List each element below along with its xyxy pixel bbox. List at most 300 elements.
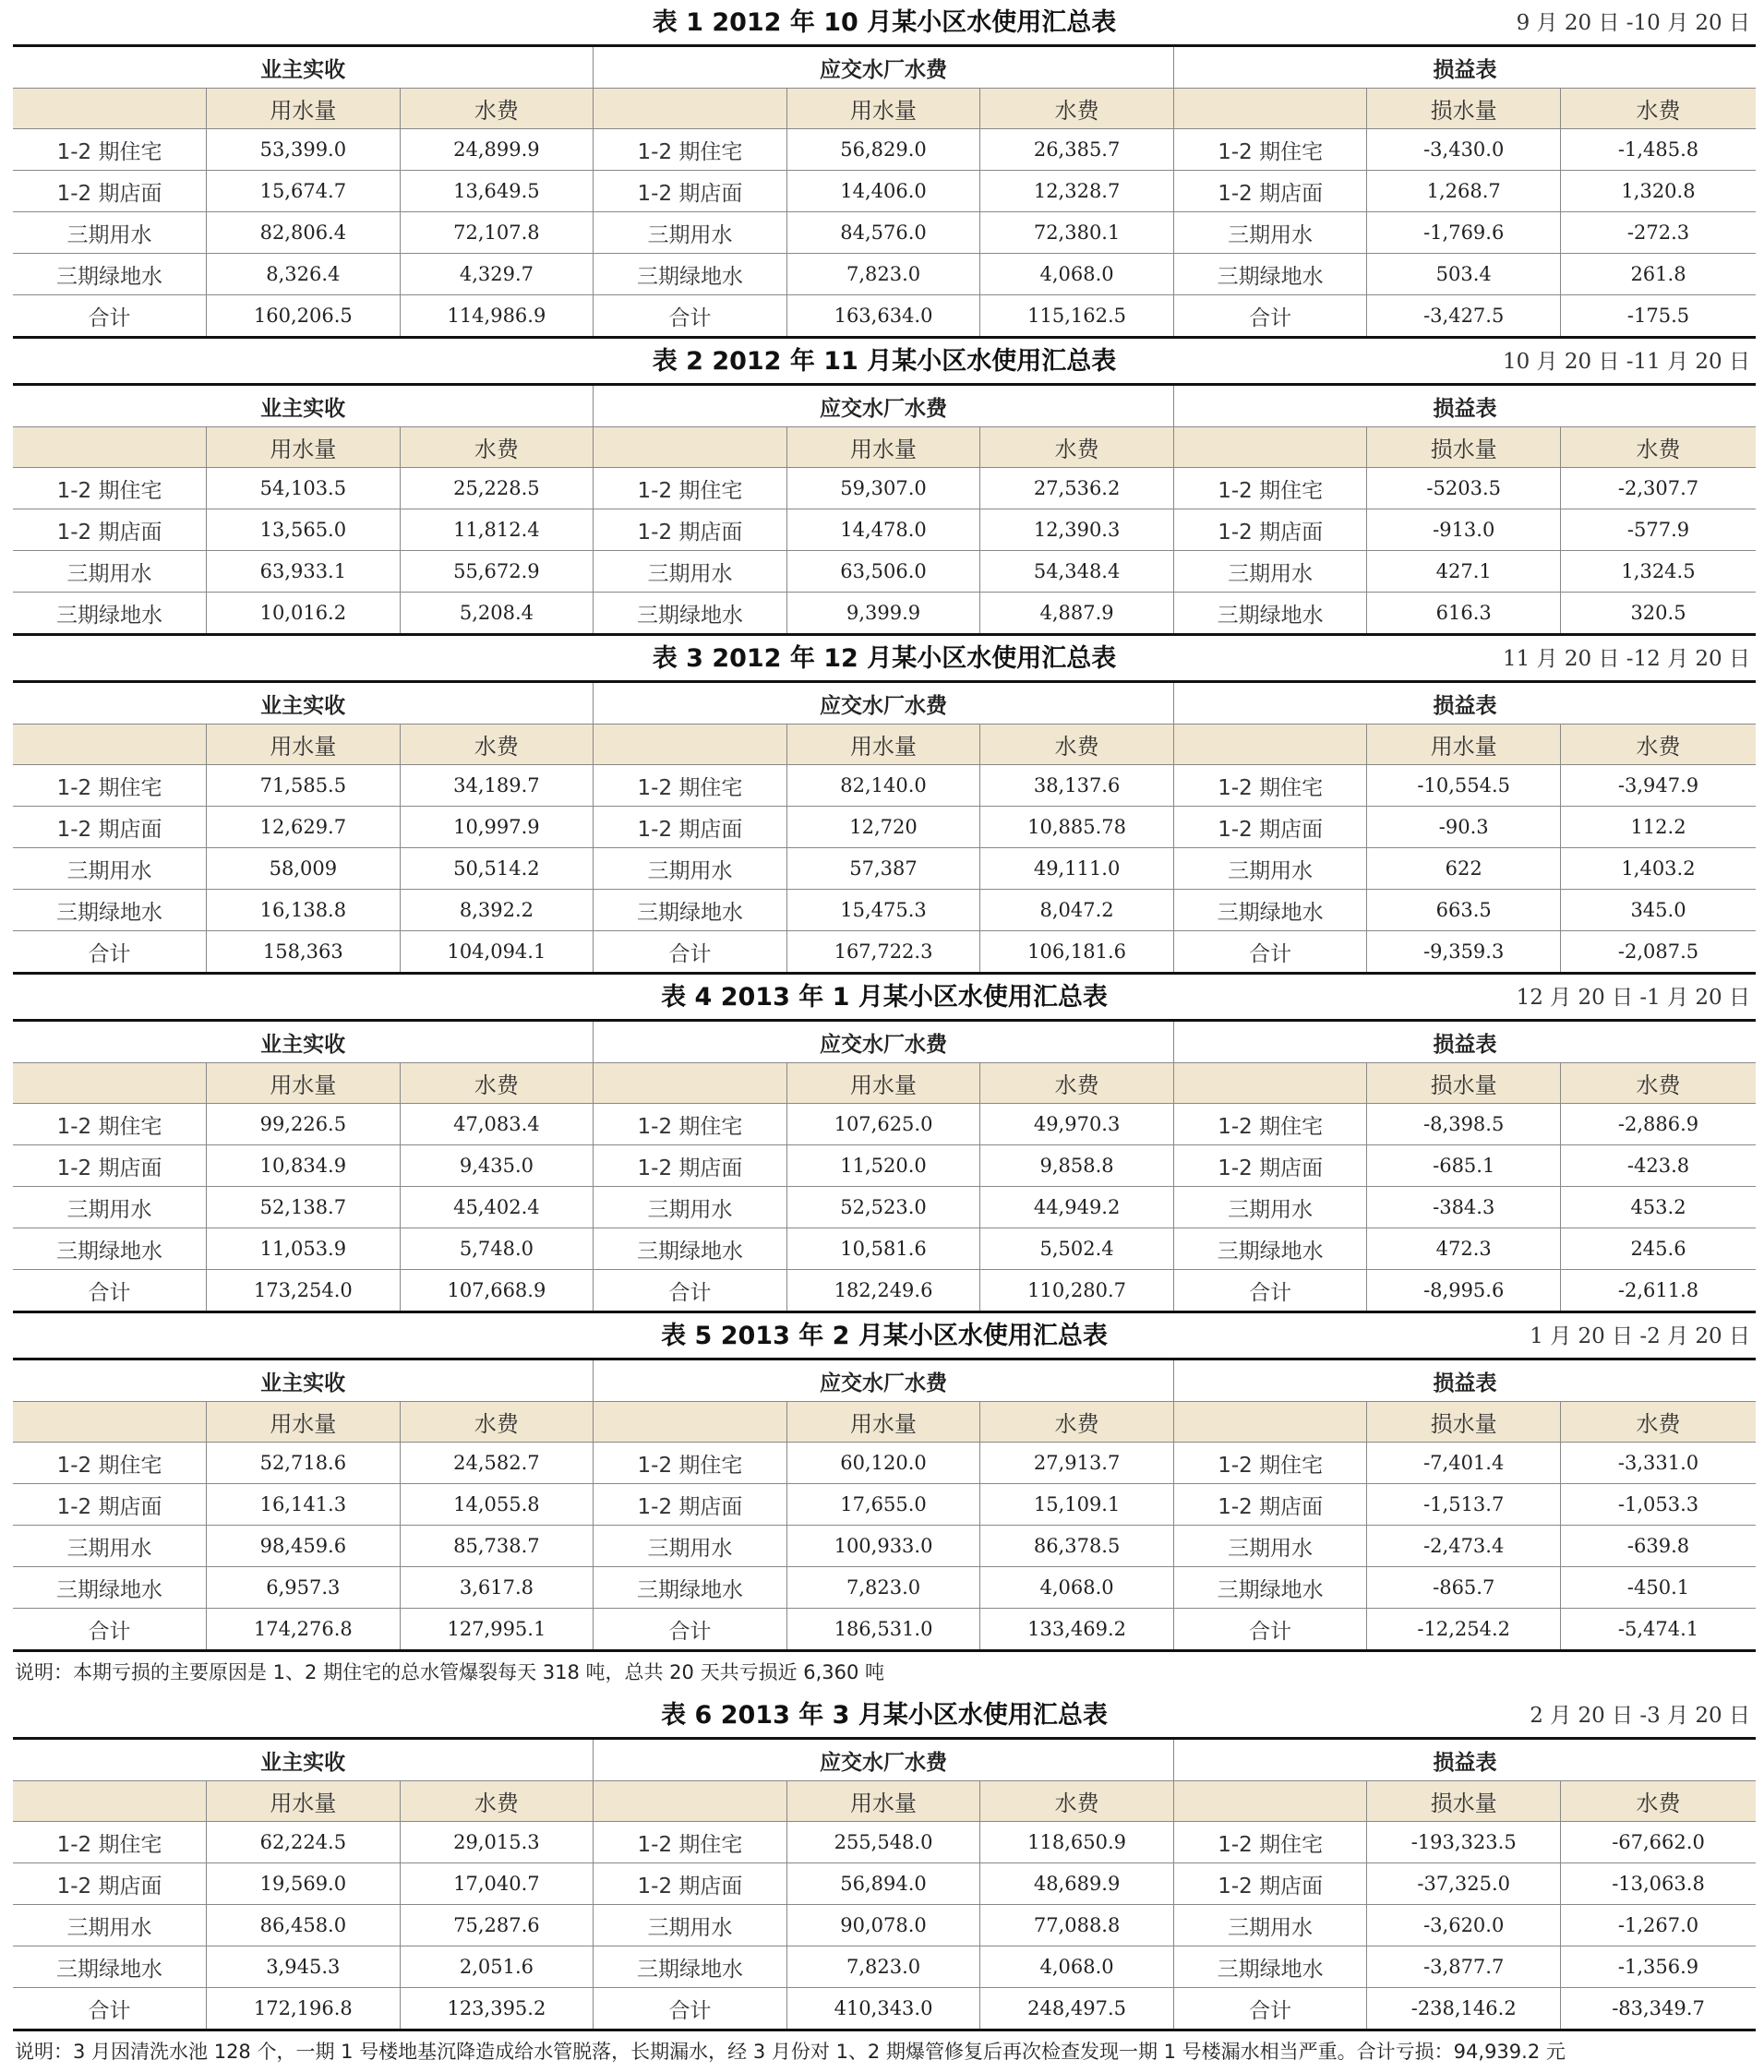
- table-row: [13, 295, 1756, 338]
- value-cell: 320.5: [1561, 593, 1757, 635]
- value-cell: -193,323.5: [1367, 1822, 1561, 1863]
- column-header-blank: [13, 1781, 207, 1822]
- value-cell: 261.8: [1561, 254, 1757, 295]
- value-cell: 1,320.8: [1561, 171, 1757, 212]
- value-cell: 86,458.0: [207, 1905, 401, 1946]
- value-cell: 104,094.1: [400, 931, 594, 974]
- table-row: [13, 848, 1756, 890]
- column-header-blank: [1173, 89, 1367, 129]
- column-header: 水费: [980, 1063, 1174, 1104]
- value-cell: 4,887.9: [980, 593, 1174, 635]
- row-label-cell: 1-2 期住宅: [594, 129, 787, 171]
- table-row: [13, 171, 1756, 212]
- value-cell: 98,459.6: [207, 1526, 401, 1567]
- value-cell: 112.2: [1561, 807, 1757, 848]
- value-cell: 75,287.6: [400, 1905, 594, 1946]
- value-cell: 186,531.0: [786, 1609, 980, 1651]
- row-label-cell: 1-2 期店面: [594, 1145, 787, 1187]
- value-cell: -450.1: [1561, 1567, 1757, 1609]
- column-header: 水费: [400, 725, 594, 765]
- table-row: [13, 129, 1756, 171]
- group-header-row: [13, 682, 1756, 725]
- value-cell: 29,015.3: [400, 1822, 594, 1863]
- row-label-cell: 合计: [594, 295, 787, 338]
- row-label-cell: 1-2 期店面: [13, 1863, 207, 1905]
- table-title: 表 3 2012 年 12 月某小区水使用汇总表: [652, 644, 1117, 673]
- value-cell: 127,995.1: [400, 1609, 594, 1651]
- value-cell: 15,475.3: [786, 890, 980, 931]
- value-cell: 63,506.0: [786, 551, 980, 593]
- group-header: 业主实收: [13, 46, 594, 89]
- value-cell: 62,224.5: [207, 1822, 401, 1863]
- row-label-cell: 三期用水: [1173, 1526, 1367, 1567]
- row-label-cell: 1-2 期店面: [1173, 171, 1367, 212]
- table-period: 10 月 20 日 -11 月 20 日: [1502, 350, 1750, 374]
- row-label-cell: 1-2 期住宅: [594, 468, 787, 509]
- row-label-cell: 1-2 期住宅: [13, 129, 207, 171]
- value-cell: 4,329.7: [400, 254, 594, 295]
- column-header-blank: [1173, 1063, 1367, 1104]
- value-cell: 77,088.8: [980, 1905, 1174, 1946]
- row-label-cell: 合计: [594, 1988, 787, 2030]
- value-cell: -3,620.0: [1367, 1905, 1561, 1946]
- row-label-cell: 三期用水: [594, 848, 787, 890]
- value-cell: 82,806.4: [207, 212, 401, 254]
- row-label-cell: 1-2 期店面: [594, 509, 787, 551]
- column-header-blank: [13, 1063, 207, 1104]
- column-header-row: [13, 1402, 1756, 1443]
- value-cell: 123,395.2: [400, 1988, 594, 2030]
- group-header: 应交水厂水费: [594, 1359, 1174, 1402]
- column-header-blank: [1173, 1402, 1367, 1443]
- column-header: 用水量: [207, 1063, 401, 1104]
- value-cell: 54,103.5: [207, 468, 401, 509]
- value-cell: 9,399.9: [786, 593, 980, 635]
- table-row: [13, 551, 1756, 593]
- value-cell: -1,513.7: [1367, 1484, 1561, 1526]
- column-header: 水费: [1561, 725, 1757, 765]
- row-label-cell: 三期用水: [1173, 551, 1367, 593]
- water-usage-table: [13, 1737, 1756, 2031]
- row-label-cell: 1-2 期店面: [13, 171, 207, 212]
- value-cell: 173,254.0: [207, 1270, 401, 1312]
- column-header: 损水量: [1367, 89, 1561, 129]
- table-row: [13, 1863, 1756, 1905]
- value-cell: -1,769.6: [1367, 212, 1561, 254]
- column-header: 用水量: [207, 427, 401, 468]
- table-period: 2 月 20 日 -3 月 20 日: [1530, 1704, 1750, 1728]
- group-header: 业主实收: [13, 1021, 594, 1063]
- value-cell: -913.0: [1367, 509, 1561, 551]
- table-caption: [13, 1693, 1756, 1737]
- column-header: 水费: [400, 1781, 594, 1822]
- summary-table-block: [13, 975, 1756, 1313]
- value-cell: 19,569.0: [207, 1863, 401, 1905]
- column-header-row: [13, 1063, 1756, 1104]
- column-header: 用水量: [786, 1781, 980, 1822]
- row-label-cell: 三期绿地水: [594, 1946, 787, 1988]
- group-header-row: [13, 46, 1756, 89]
- row-label-cell: 1-2 期店面: [1173, 807, 1367, 848]
- value-cell: -2,886.9: [1561, 1104, 1757, 1145]
- row-label-cell: 1-2 期店面: [594, 1484, 787, 1526]
- value-cell: -90.3: [1367, 807, 1561, 848]
- column-header: 损水量: [1367, 1063, 1561, 1104]
- table-row: [13, 1609, 1756, 1651]
- table-row: [13, 931, 1756, 974]
- water-usage-table: [13, 680, 1756, 975]
- row-label-cell: 三期用水: [1173, 1187, 1367, 1228]
- row-label-cell: 三期用水: [594, 212, 787, 254]
- column-header-row: [13, 725, 1756, 765]
- value-cell: 27,913.7: [980, 1443, 1174, 1484]
- row-label-cell: 1-2 期店面: [13, 807, 207, 848]
- value-cell: 15,109.1: [980, 1484, 1174, 1526]
- table-row: [13, 509, 1756, 551]
- value-cell: 17,040.7: [400, 1863, 594, 1905]
- value-cell: 27,536.2: [980, 468, 1174, 509]
- water-usage-table: [13, 44, 1756, 339]
- value-cell: 52,523.0: [786, 1187, 980, 1228]
- column-header: 水费: [980, 427, 1174, 468]
- value-cell: 11,053.9: [207, 1228, 401, 1270]
- value-cell: 8,392.2: [400, 890, 594, 931]
- table-period: 11 月 20 日 -12 月 20 日: [1502, 647, 1750, 671]
- value-cell: -13,063.8: [1561, 1863, 1757, 1905]
- value-cell: -12,254.2: [1367, 1609, 1561, 1651]
- value-cell: 248,497.5: [980, 1988, 1174, 2030]
- row-label-cell: 三期用水: [1173, 212, 1367, 254]
- value-cell: 58,009: [207, 848, 401, 890]
- column-header: 水费: [1561, 89, 1757, 129]
- table-row: [13, 807, 1756, 848]
- column-header: 用水量: [786, 89, 980, 129]
- column-header: 用水量: [1367, 725, 1561, 765]
- row-label-cell: 三期用水: [1173, 848, 1367, 890]
- table-title: 表 6 2013 年 3 月某小区水使用汇总表: [661, 1701, 1108, 1730]
- column-header-blank: [1173, 427, 1367, 468]
- value-cell: 8,326.4: [207, 254, 401, 295]
- table-row: [13, 1526, 1756, 1567]
- value-cell: -865.7: [1367, 1567, 1561, 1609]
- value-cell: 2,051.6: [400, 1946, 594, 1988]
- value-cell: -3,430.0: [1367, 129, 1561, 171]
- value-cell: 107,668.9: [400, 1270, 594, 1312]
- row-label-cell: 三期绿地水: [594, 890, 787, 931]
- table-row: [13, 1228, 1756, 1270]
- value-cell: 11,520.0: [786, 1145, 980, 1187]
- column-header-row: [13, 1781, 1756, 1822]
- value-cell: 13,649.5: [400, 171, 594, 212]
- column-header: 水费: [1561, 1063, 1757, 1104]
- value-cell: 45,402.4: [400, 1187, 594, 1228]
- value-cell: 9,435.0: [400, 1145, 594, 1187]
- column-header: 用水量: [207, 1781, 401, 1822]
- column-header: 水费: [980, 1781, 1174, 1822]
- value-cell: 72,107.8: [400, 212, 594, 254]
- row-label-cell: 1-2 期店面: [1173, 1863, 1367, 1905]
- value-cell: 160,206.5: [207, 295, 401, 338]
- summary-table-block: [13, 636, 1756, 975]
- table-title: 表 5 2013 年 2 月某小区水使用汇总表: [661, 1322, 1108, 1350]
- value-cell: -1,267.0: [1561, 1905, 1757, 1946]
- column-header: 水费: [980, 89, 1174, 129]
- row-label-cell: 1-2 期店面: [594, 1863, 787, 1905]
- row-label-cell: 1-2 期住宅: [1173, 1104, 1367, 1145]
- row-label-cell: 三期绿地水: [594, 1228, 787, 1270]
- value-cell: 3,945.3: [207, 1946, 401, 1988]
- row-label-cell: 合计: [594, 931, 787, 974]
- value-cell: 24,582.7: [400, 1443, 594, 1484]
- value-cell: 14,478.0: [786, 509, 980, 551]
- value-cell: 503.4: [1367, 254, 1561, 295]
- table-row: [13, 1567, 1756, 1609]
- value-cell: 13,565.0: [207, 509, 401, 551]
- column-header: 用水量: [786, 1402, 980, 1443]
- row-label-cell: 合计: [88, 305, 131, 330]
- value-cell: 72,380.1: [980, 212, 1174, 254]
- value-cell: 100,933.0: [786, 1526, 980, 1567]
- row-label-cell: 三期用水: [13, 1526, 207, 1567]
- column-header: 水费: [400, 1063, 594, 1104]
- value-cell: 53,399.0: [207, 129, 401, 171]
- column-header: 用水量: [207, 1402, 401, 1443]
- column-header: 水费: [400, 1402, 594, 1443]
- value-cell: -3,947.9: [1561, 765, 1757, 807]
- row-label-cell: 三期绿地水: [13, 1567, 207, 1609]
- value-cell: 26,385.7: [980, 129, 1174, 171]
- value-cell: -577.9: [1561, 509, 1757, 551]
- group-header: 业主实收: [13, 385, 594, 427]
- value-cell: 622: [1367, 848, 1561, 890]
- value-cell: 50,514.2: [400, 848, 594, 890]
- value-cell: 10,581.6: [786, 1228, 980, 1270]
- value-cell: -8,398.5: [1367, 1104, 1561, 1145]
- table-row: [13, 1484, 1756, 1526]
- row-label-cell: 1-2 期店面: [13, 509, 207, 551]
- column-header: 用水量: [786, 427, 980, 468]
- value-cell: 56,894.0: [786, 1863, 980, 1905]
- row-label-cell: 1-2 期住宅: [1173, 1822, 1367, 1863]
- value-cell: -2,611.8: [1561, 1270, 1757, 1312]
- row-label-cell: 1-2 期住宅: [13, 1822, 207, 1863]
- group-header: 损益表: [1173, 682, 1756, 725]
- group-header-row: [13, 1739, 1756, 1781]
- value-cell: 63,933.1: [207, 551, 401, 593]
- value-cell: -67,662.0: [1561, 1822, 1757, 1863]
- row-label-cell: 1-2 期住宅: [13, 468, 207, 509]
- value-cell: 15,674.7: [207, 171, 401, 212]
- value-cell: 90,078.0: [786, 1905, 980, 1946]
- column-header: 用水量: [207, 725, 401, 765]
- value-cell: 14,055.8: [400, 1484, 594, 1526]
- column-header: 用水量: [207, 89, 401, 129]
- row-label-cell: 合计: [594, 1609, 787, 1651]
- value-cell: 82,140.0: [786, 765, 980, 807]
- group-header: 应交水厂水费: [594, 1021, 1174, 1063]
- value-cell: -10,554.5: [1367, 765, 1561, 807]
- value-cell: -9,359.3: [1367, 931, 1561, 974]
- row-label-cell: 合计: [594, 1270, 787, 1312]
- summary-table-block: [13, 0, 1756, 339]
- value-cell: -423.8: [1561, 1145, 1757, 1187]
- value-cell: 10,016.2: [207, 593, 401, 635]
- row-label-cell: 1-2 期住宅: [13, 1104, 207, 1145]
- value-cell: -37,325.0: [1367, 1863, 1561, 1905]
- table-caption: [13, 975, 1756, 1019]
- value-cell: 1,268.7: [1367, 171, 1561, 212]
- row-label-cell: 三期用水: [13, 1187, 207, 1228]
- value-cell: 44,949.2: [980, 1187, 1174, 1228]
- group-header: 损益表: [1173, 385, 1756, 427]
- value-cell: -1,485.8: [1561, 129, 1757, 171]
- row-label-cell: 三期绿地水: [594, 254, 787, 295]
- value-cell: -384.3: [1367, 1187, 1561, 1228]
- row-label-cell: 合计: [88, 941, 131, 966]
- table-row: [13, 1822, 1756, 1863]
- row-label-cell: 1-2 期住宅: [1173, 468, 1367, 509]
- value-cell: 12,629.7: [207, 807, 401, 848]
- value-cell: 9,858.8: [980, 1145, 1174, 1187]
- column-header-blank: [594, 725, 787, 765]
- value-cell: 5,502.4: [980, 1228, 1174, 1270]
- value-cell: 59,307.0: [786, 468, 980, 509]
- water-usage-table: [13, 383, 1756, 636]
- row-label-cell: 1-2 期店面: [13, 1484, 207, 1526]
- row-label-cell: 三期绿地水: [1173, 1228, 1367, 1270]
- table-caption: [13, 0, 1756, 44]
- value-cell: 163,634.0: [786, 295, 980, 338]
- value-cell: 52,138.7: [207, 1187, 401, 1228]
- column-header: 损水量: [1367, 1781, 1561, 1822]
- column-header-blank: [13, 427, 207, 468]
- value-cell: 255,548.0: [786, 1822, 980, 1863]
- value-cell: -3,427.5: [1367, 295, 1561, 338]
- value-cell: 84,576.0: [786, 212, 980, 254]
- table-row: [13, 1988, 1756, 2030]
- table-row: [13, 212, 1756, 254]
- table-note: 说明：本期亏损的主要原因是 1、2 期住宅的总水管爆裂每天 318 吨，总共 20 天共亏损近 6,360 吨: [15, 1661, 885, 1683]
- row-label-cell: 三期用水: [13, 1905, 207, 1946]
- row-label-cell: 三期绿地水: [1173, 1946, 1367, 1988]
- value-cell: 345.0: [1561, 890, 1757, 931]
- row-label-cell: 1-2 期店面: [13, 1145, 207, 1187]
- value-cell: 11,812.4: [400, 509, 594, 551]
- table-caption: [13, 1313, 1756, 1358]
- value-cell: 110,280.7: [980, 1270, 1174, 1312]
- table-row: [13, 468, 1756, 509]
- value-cell: 14,406.0: [786, 171, 980, 212]
- group-header: 损益表: [1173, 1021, 1756, 1063]
- row-label-cell: 合计: [1173, 1270, 1367, 1312]
- summary-table-block: [13, 1693, 1756, 2072]
- value-cell: 115,162.5: [980, 295, 1174, 338]
- row-label-cell: 合计: [1173, 931, 1367, 974]
- row-label-cell: 1-2 期店面: [1173, 509, 1367, 551]
- value-cell: 16,141.3: [207, 1484, 401, 1526]
- column-header: 水费: [980, 725, 1174, 765]
- row-label-cell: 三期用水: [13, 848, 207, 890]
- column-header: 损水量: [1367, 427, 1561, 468]
- column-header-blank: [1173, 725, 1367, 765]
- value-cell: 172,196.8: [207, 1988, 401, 2030]
- value-cell: 10,834.9: [207, 1145, 401, 1187]
- value-cell: 133,469.2: [980, 1609, 1174, 1651]
- table-row: [13, 1145, 1756, 1187]
- table-row: [13, 254, 1756, 295]
- value-cell: 12,328.7: [980, 171, 1174, 212]
- column-header-row: [13, 427, 1756, 468]
- value-cell: 174,276.8: [207, 1609, 401, 1651]
- row-label-cell: 三期绿地水: [1173, 1567, 1367, 1609]
- row-label-cell: 三期用水: [13, 551, 207, 593]
- group-header: 应交水厂水费: [594, 46, 1174, 89]
- table-row: [13, 890, 1756, 931]
- water-usage-table: [13, 1019, 1756, 1313]
- table-title: 表 1 2012 年 10 月某小区水使用汇总表: [652, 8, 1117, 37]
- row-label-cell: 合计: [1173, 1609, 1367, 1651]
- row-label-cell: 合计: [88, 1998, 131, 2023]
- value-cell: -7,401.4: [1367, 1443, 1561, 1484]
- group-header: 应交水厂水费: [594, 682, 1174, 725]
- column-header-blank: [594, 1781, 787, 1822]
- value-cell: 17,655.0: [786, 1484, 980, 1526]
- group-header: 应交水厂水费: [594, 1739, 1174, 1781]
- value-cell: 12,720: [786, 807, 980, 848]
- value-cell: -238,146.2: [1367, 1988, 1561, 2030]
- group-header-row: [13, 1359, 1756, 1402]
- table-period: 1 月 20 日 -2 月 20 日: [1530, 1324, 1750, 1348]
- column-header-blank: [13, 725, 207, 765]
- table-period: 9 月 20 日 -10 月 20 日: [1516, 11, 1750, 35]
- value-cell: 16,138.8: [207, 890, 401, 931]
- value-cell: -2,307.7: [1561, 468, 1757, 509]
- value-cell: 49,111.0: [980, 848, 1174, 890]
- row-label-cell: 1-2 期住宅: [594, 1443, 787, 1484]
- group-header: 损益表: [1173, 1359, 1756, 1402]
- value-cell: 106,181.6: [980, 931, 1174, 974]
- value-cell: -2,473.4: [1367, 1526, 1561, 1567]
- row-label-cell: 三期绿地水: [594, 593, 787, 635]
- value-cell: 10,997.9: [400, 807, 594, 848]
- column-header-blank: [594, 1063, 787, 1104]
- column-header: 用水量: [786, 725, 980, 765]
- value-cell: 3,617.8: [400, 1567, 594, 1609]
- value-cell: 56,829.0: [786, 129, 980, 171]
- row-label-cell: 1-2 期店面: [1173, 1145, 1367, 1187]
- row-label-cell: 合计: [88, 1619, 131, 1644]
- summary-table-block: [13, 339, 1756, 636]
- value-cell: 7,823.0: [786, 1567, 980, 1609]
- value-cell: 71,585.5: [207, 765, 401, 807]
- value-cell: 118,650.9: [980, 1822, 1174, 1863]
- column-header: 损水量: [1367, 1402, 1561, 1443]
- group-header: 应交水厂水费: [594, 385, 1174, 427]
- value-cell: 86,378.5: [980, 1526, 1174, 1567]
- value-cell: 99,226.5: [207, 1104, 401, 1145]
- value-cell: 4,068.0: [980, 254, 1174, 295]
- value-cell: -685.1: [1367, 1145, 1561, 1187]
- value-cell: 47,083.4: [400, 1104, 594, 1145]
- group-header: 损益表: [1173, 1739, 1756, 1781]
- value-cell: 54,348.4: [980, 551, 1174, 593]
- column-header: 水费: [980, 1402, 1174, 1443]
- value-cell: 48,689.9: [980, 1863, 1174, 1905]
- value-cell: 453.2: [1561, 1187, 1757, 1228]
- value-cell: -175.5: [1561, 295, 1757, 338]
- value-cell: 114,986.9: [400, 295, 594, 338]
- row-label-cell: 三期绿地水: [1173, 890, 1367, 931]
